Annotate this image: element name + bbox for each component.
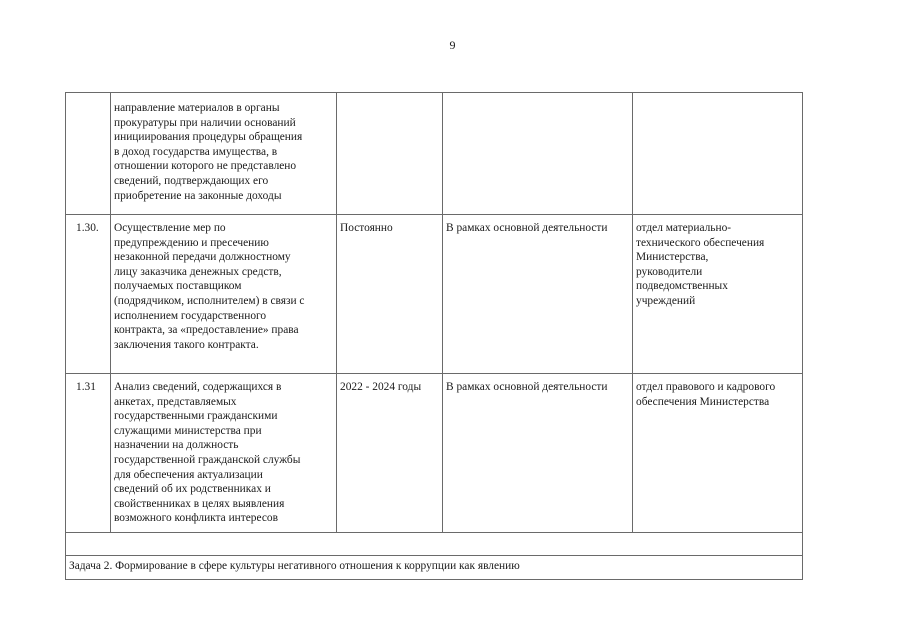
task-heading: Задача 2. Формирование в сфере культуры негативного отношения к коррупции как явлению (66, 556, 803, 580)
row-number: 1.30. (66, 215, 111, 374)
table-row-spacer (66, 533, 803, 556)
measures-table (65, 92, 803, 580)
term-cell: 2022 - 2024 годы (337, 374, 443, 533)
action-cell: Осуществление мер по предупреждению и пресечению незаконной передачи должностному лицу заказчика денежных средств, получаемых поставщиком (подрядчиком, исполнителем) в связи с исполнением государственного контракта, за «предоставление» права заключения такого контракта. (111, 215, 337, 374)
table-row-1-31 (66, 374, 803, 533)
table-row-1-30 (66, 215, 803, 374)
action-cell: направление материалов в органы прокуратуры при наличии оснований инициирования процедуры обращения в доход государства имущества, в отношении которого не представлено сведений, подтверждающих его приобретение на законные доходы (111, 93, 337, 215)
term-cell: Постоянно (337, 215, 443, 374)
financing-cell: В рамках основной деятельности (443, 215, 633, 374)
row-number: 1.31 (66, 374, 111, 533)
responsible-cell: отдел правового и кадрового обеспечения Министерства (633, 374, 803, 533)
page-number: 9 (449, 38, 456, 52)
table-row-task-2 (66, 556, 803, 580)
responsible-cell (633, 93, 803, 215)
term-cell (337, 93, 443, 215)
table-row-continuation (66, 93, 803, 215)
spacer-cell (66, 533, 803, 556)
row-number (66, 93, 111, 215)
financing-cell: В рамках основной деятельности (443, 374, 633, 533)
action-cell: Анализ сведений, содержащихся в анкетах, представляемых государственными гражданскими служащими министерства при назначении на должность государственной гражданской службы для обеспечения актуализации сведений об их родственниках и свойственниках в целях выявления возможного конфликта интересов (111, 374, 337, 533)
financing-cell (443, 93, 633, 215)
responsible-cell: отдел материально- технического обеспечения Министерства, руководители подведомственных учреждений (633, 215, 803, 374)
